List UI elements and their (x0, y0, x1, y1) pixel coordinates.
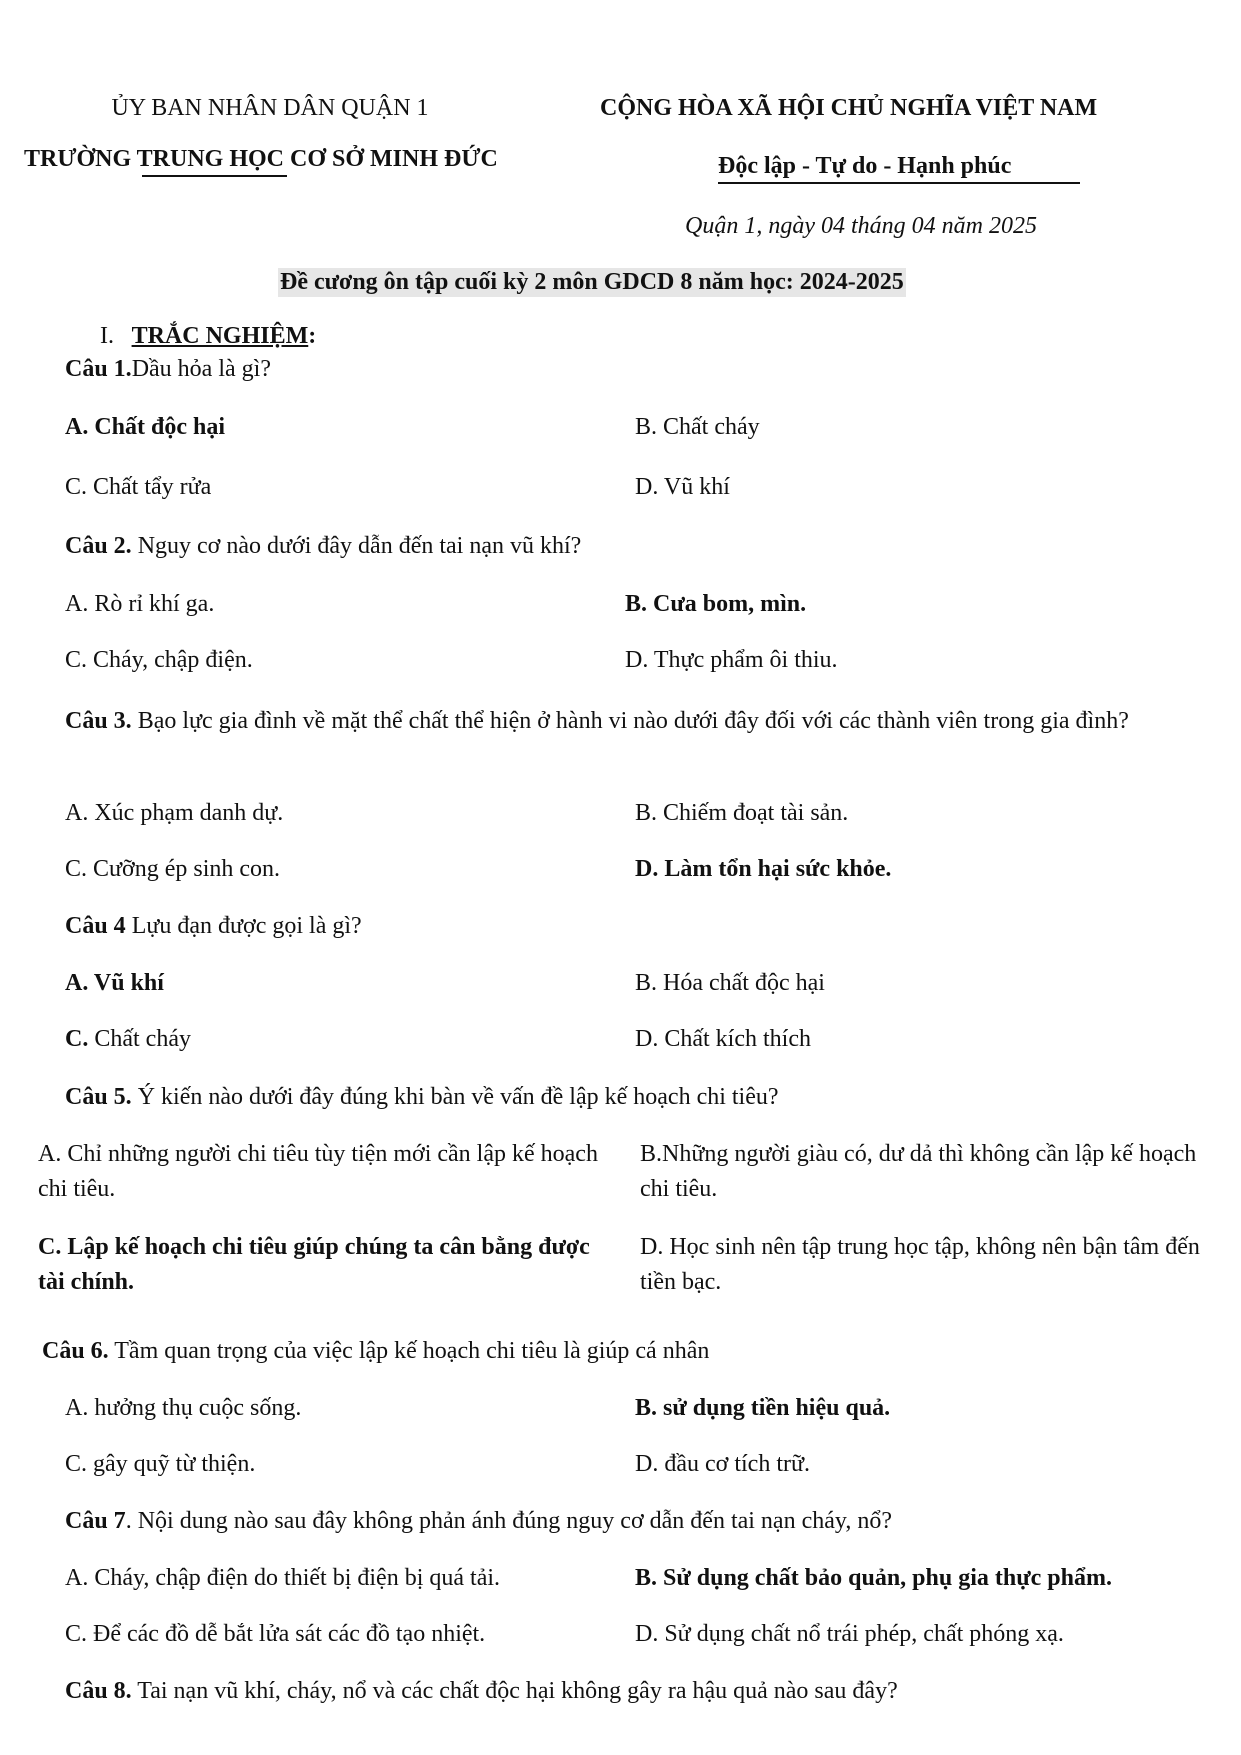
question-5 (65, 1083, 779, 1112)
answer-a: A. Xúc phạm danh dự. (65, 800, 284, 826)
question-label: Câu 2. (65, 533, 132, 559)
answer-c: C. Lập kế hoạch chi tiêu giúp chúng ta cân bằng được tài chính. (38, 1234, 590, 1295)
answer-c: C. Chất tẩy rửa (65, 474, 212, 500)
section-numeral: I. (100, 323, 114, 349)
question-text: Dầu hỏa là gì? (131, 356, 271, 382)
school-underline (142, 175, 287, 177)
agency-name: ỦY BAN NHÂN DÂN QUẬN 1 (111, 95, 429, 121)
national-motto: Độc lập - Tự do - Hạnh phúc (718, 153, 1012, 179)
answer-a: A. Chất độc hại (65, 414, 226, 440)
answer-b: B. Sử dụng chất bảo quản, phụ gia thực phẩm. (635, 1565, 1112, 1591)
answer-c (65, 1025, 191, 1054)
question-2 (65, 532, 581, 561)
answer-d: D. Thực phẩm ôi thiu. (625, 647, 838, 673)
answer-b: B. Hóa chất độc hại (635, 970, 825, 996)
school-name: TRƯỜNG TRUNG HỌC CƠ SỞ MINH ĐỨC (24, 146, 498, 172)
question-text: Tầm quan trọng của việc lập kế hoạch chi tiêu là giúp cá nhân (108, 1338, 710, 1364)
question-label: Câu 6. (42, 1338, 109, 1364)
question-text: Tai nạn vũ khí, cháy, nổ và các chất độc hại không gây ra hậu quả nào sau đây? (131, 1678, 898, 1704)
answer-a: A. Chỉ những người chi tiêu tùy tiện mới cần lập kế hoạch chi tiêu. (38, 1141, 598, 1202)
question-text: Lựu đạn được gọi là gì? (125, 913, 362, 939)
answer-c-label: C. (65, 1026, 89, 1052)
question-text: Bạo lực gia đình về mặt thể chất thể hiện ở hành vi nào dưới đây đối với các thành viên trong gia đình? (131, 708, 1129, 734)
section-colon: : (308, 323, 317, 349)
answer-b: B. sử dụng tiền hiệu quả. (635, 1395, 891, 1421)
national-title: CỘNG HÒA XÃ HỘI CHỦ NGHĨA VIỆT NAM (600, 95, 1098, 121)
section-heading (100, 322, 316, 351)
question-label: Câu 4 (65, 913, 126, 939)
question-8 (65, 1677, 898, 1706)
question-text: Nguy cơ nào dưới đây dẫn đến tai nạn vũ khí? (131, 533, 582, 559)
question-label: Câu 7 (65, 1508, 126, 1534)
answer-a: A. Rò rỉ khí ga. (65, 591, 215, 617)
answer-b: B. Chiếm đoạt tài sản. (635, 800, 849, 826)
document-title: Đề cương ôn tập cuối kỳ 2 môn GDCD 8 năm học: 2024-2025 (280, 269, 904, 295)
question-6 (42, 1337, 709, 1366)
question-4 (65, 912, 362, 941)
question-text: . Nội dung nào sau đây không phản ánh đúng nguy cơ dẫn đến tai nạn cháy, nổ? (125, 1508, 892, 1534)
answer-a: A. hưởng thụ cuộc sống. (65, 1395, 302, 1421)
question-label: Câu 8. (65, 1678, 132, 1704)
question-label: Câu 1. (65, 356, 132, 382)
answer-d: D. Vũ khí (635, 474, 730, 500)
answer-d: D. Làm tổn hại sức khỏe. (635, 856, 892, 882)
question-label: Câu 3. (65, 708, 132, 734)
answer-a: A. Vũ khí (65, 970, 164, 996)
answer-c: C. Cháy, chập điện. (65, 647, 253, 673)
question-1 (65, 355, 271, 384)
answer-a: A. Cháy, chập điện do thiết bị điện bị quá tải. (65, 1565, 501, 1591)
answer-b: B.Những người giàu có, dư dả thì không cần lập kế hoạch chi tiêu. (640, 1141, 1197, 1202)
question-text: Ý kiến nào dưới đây đúng khi bàn về vấn đề lập kế hoạch chi tiêu? (131, 1084, 779, 1110)
answer-d: D. Sử dụng chất nổ trái phép, chất phóng xạ. (635, 1621, 1064, 1647)
answer-c: C. gây quỹ từ thiện. (65, 1451, 256, 1477)
answer-d: D. đầu cơ tích trữ. (635, 1451, 810, 1477)
answer-b: B. Cưa bom, mìn. (625, 591, 807, 617)
answer-c: C. Cưỡng ép sinh con. (65, 856, 281, 882)
question-3 (65, 704, 1165, 739)
answer-c: C. Để các đồ dễ bắt lửa sát các đồ tạo nhiệt. (65, 1621, 486, 1647)
motto-underline (718, 182, 1080, 184)
document-date: Quận 1, ngày 04 tháng 04 năm 2025 (685, 213, 1037, 239)
answer-c-text: Chất cháy (88, 1026, 191, 1052)
question-7 (65, 1507, 892, 1536)
section-label: TRẮC NGHIỆM (131, 323, 309, 349)
answer-b: B. Chất cháy (635, 414, 760, 440)
answer-d: D. Học sinh nên tập trung học tập, không nên bận tâm đến tiền bạc. (640, 1234, 1200, 1295)
answer-d: D. Chất kích thích (635, 1026, 811, 1052)
question-label: Câu 5. (65, 1084, 132, 1110)
